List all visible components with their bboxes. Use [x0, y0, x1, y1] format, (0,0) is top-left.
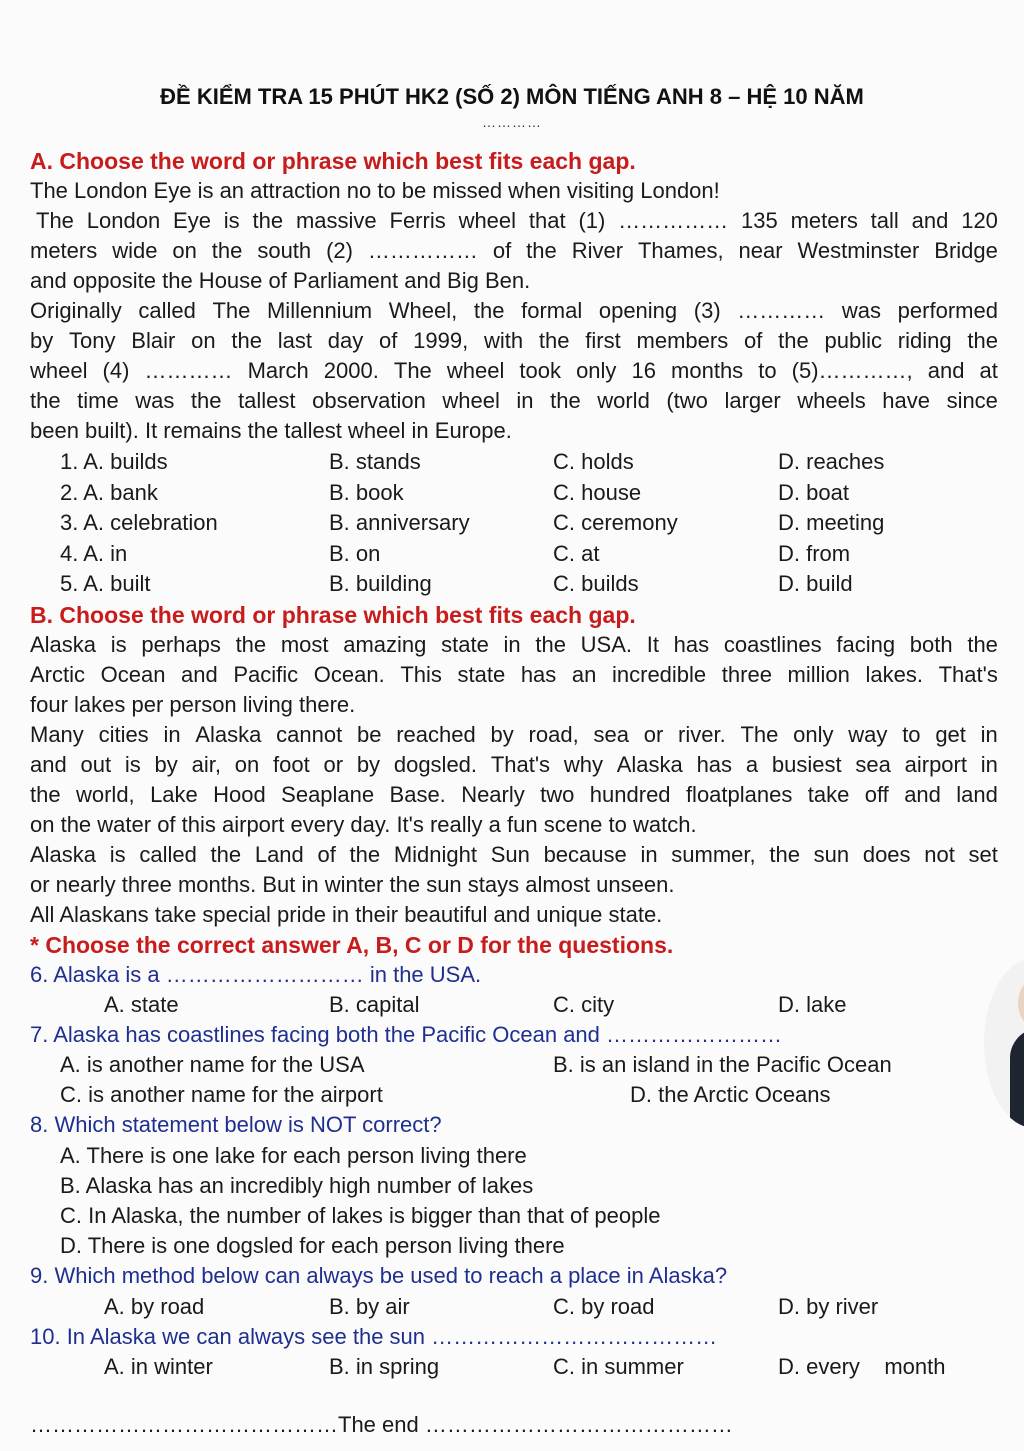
passage-b-word: Alaska [30, 632, 97, 657]
passage-b-word: perhaps [141, 632, 221, 657]
passage-b-word: only [793, 722, 834, 747]
passage-a-word: 135 [741, 208, 778, 233]
passage-a-word: wheel [30, 358, 88, 383]
passage-a-word: have [882, 388, 931, 413]
passage-a-word: was [841, 298, 882, 323]
passage-a-word: the [526, 238, 557, 263]
passage-a-word: tall [870, 208, 899, 233]
passage-b-word: two [540, 782, 575, 807]
passage-a-word: on [191, 328, 216, 353]
passage-b-word: the [967, 632, 998, 657]
passage-a-word: only [576, 358, 617, 383]
passage-b-word: is [110, 632, 127, 657]
passage-b-word: both [909, 632, 953, 657]
passage-b-word: in [503, 632, 521, 657]
passage-a-word: the [252, 208, 284, 233]
passage-b-word: Alaska [616, 752, 683, 777]
question-7: 7. Alaska has coastlines facing both the Pacific Ocean and …………………… [30, 1022, 783, 1047]
passage-b-word: get [935, 722, 966, 747]
passage-b-word: set [968, 842, 998, 867]
passage-b-word: has [673, 632, 710, 657]
passage-b-word: Land [254, 842, 304, 867]
passage-a-word: 1999, [413, 328, 469, 353]
passage-b-word: river. [678, 722, 726, 747]
passage-a-word: Westminster [797, 238, 920, 263]
passage-b-word: called [139, 842, 197, 867]
passage-b-word: most [280, 632, 329, 657]
passage-a-word: the [231, 328, 262, 353]
passage-a-word: the [211, 238, 243, 263]
passage-b-line: on the water of this airport every day. It's really a fun scene to watch. [30, 812, 697, 837]
passage-b-word: of [317, 842, 336, 867]
passage-a-word: wheel [446, 358, 505, 383]
question-10-option-c: C. in summer [553, 1354, 684, 1379]
passage-b-word: Alaska [195, 722, 262, 747]
passage-a-word: called [138, 298, 196, 323]
passage-a-word: and [927, 358, 965, 383]
passage-b-word: the [349, 842, 381, 867]
passage-a-word: to [758, 358, 777, 383]
passage-b-word: has [520, 662, 557, 687]
passage-b-word: has [696, 752, 733, 777]
passage-a-word: Bridge [934, 238, 998, 263]
question-4-option-d: D. from [778, 540, 851, 566]
passage-b-word: cities [98, 722, 149, 747]
question-6-option-d: D. lake [778, 992, 847, 1017]
passage-a-word: in [516, 388, 534, 413]
passage-a-word: by [30, 328, 54, 353]
passage-b-word: facing [836, 632, 896, 657]
passage-a-word: on [172, 238, 197, 263]
passage-b-word: land [956, 782, 998, 807]
question-4-option-c: C. at [553, 540, 600, 566]
passage-b-line [30, 720, 998, 750]
passage-b-word: an [571, 662, 597, 687]
passage-b-word: the [769, 842, 800, 867]
passage-a-word: …………… [618, 208, 729, 233]
passage-b-word: is [109, 842, 126, 867]
passage-b-word: take [807, 782, 850, 807]
question-3-option-d: D. meeting [778, 510, 885, 535]
passage-b-word: state [457, 662, 506, 687]
passage-a-word: Thames, [637, 238, 724, 263]
question-9: 9. Which method below can always be used to reach a place in Alaska? [30, 1263, 728, 1288]
question-6-option-b: B. capital [329, 992, 420, 1017]
passage-b-word: the [210, 842, 242, 867]
passage-b-word: does [862, 842, 911, 867]
passage-b-word: USA. [580, 632, 632, 657]
passage-a-word: The [393, 358, 432, 383]
question-9-option-a: A. by road [104, 1294, 205, 1319]
passage-a-word: Tony [69, 328, 116, 353]
passage-a-word: at [979, 358, 998, 383]
passage-a-line [30, 386, 998, 416]
question-8-option-c: C. In Alaska, the number of lakes is bigger than that of people [60, 1203, 661, 1228]
passage-b-word: why [563, 752, 603, 777]
passage-a-word: of [744, 328, 763, 353]
passage-b-word: sea [593, 722, 629, 747]
question-7-option-c: C. is another name for the airport [60, 1082, 383, 1107]
passage-a-word: (5)…………, [791, 358, 913, 383]
passage-a-word: the [778, 328, 809, 353]
passage-a-word: massive [295, 208, 377, 233]
passage-b-word: by [154, 752, 178, 777]
passage-b-word: It [646, 632, 659, 657]
passage-a-word: Eye [173, 208, 211, 233]
passage-a-word: (4) [102, 358, 130, 383]
passage-a-word: the [967, 328, 998, 353]
question-10-option-b: B. in spring [329, 1354, 440, 1379]
passage-b-line [30, 840, 998, 870]
passage-b-word: That's [490, 752, 551, 777]
passage-a-word: the [538, 328, 570, 353]
passage-b-word: reached [396, 722, 476, 747]
question-2-option-d: D. boat [778, 479, 849, 505]
passage-a-word: that [528, 208, 566, 233]
passage-b-word: Hood [213, 782, 266, 807]
page-title: ĐỀ KIỂM TRA 15 PHÚT HK2 (SỐ 2) MÔN TIẾNG ANH 8 – HỆ 10 NĂM [160, 84, 864, 109]
passage-a-word: Blair [131, 328, 176, 353]
question-1-option-c: C. holds [553, 449, 634, 474]
passage-b-word: busiest [771, 752, 842, 777]
passage-a-word: last [277, 328, 312, 353]
passage-b-word: Lake [150, 782, 198, 807]
passage-a-word: public [824, 328, 882, 353]
passage-b-word: sea [855, 752, 891, 777]
question-8: 8. Which statement below is NOT correct? [30, 1112, 442, 1137]
question-2-option-c: C. house [553, 479, 642, 505]
passage-b-word: and [181, 662, 218, 687]
passage-a-word: the [30, 388, 61, 413]
question-5-option-c: C. builds [553, 571, 639, 596]
passage-a-word: observation [312, 388, 426, 413]
passage-b-line [30, 780, 998, 810]
question-5-option-b: B. building [329, 571, 432, 596]
passage-b-word: not [924, 842, 955, 867]
teacher-photo-fragment [984, 958, 1024, 1128]
passage-a-word: since [946, 388, 998, 413]
passage-a-word: wheels [797, 388, 866, 413]
passage-b-word: road, [528, 722, 579, 747]
question-8-option-b: B. Alaska has an incredibly high number of lakes [60, 1173, 534, 1198]
passage-a-word: of [379, 328, 398, 353]
passage-b-word: in [163, 722, 181, 747]
passage-a-line [30, 356, 998, 386]
passage-b-word: or [323, 752, 344, 777]
passage-b-word: to [902, 722, 921, 747]
passage-b-word: Nearly [461, 782, 525, 807]
passage-a-word: Originally [30, 298, 122, 323]
passage-b-word: three [721, 662, 772, 687]
question-10-option-d: D. every month [778, 1354, 946, 1379]
passage-b-word: Pacific [233, 662, 299, 687]
passage-a-word: River [571, 238, 624, 263]
passage-a-word: (2) [326, 238, 353, 263]
passage-b-word: way [848, 722, 888, 747]
passage-a-word: March [247, 358, 309, 383]
passage-b-word: the [30, 782, 61, 807]
question-2-option-a: 2. A. bank [60, 479, 158, 505]
passage-a-word: ………… [737, 298, 826, 323]
question-8-option-a: A. There is one lake for each person living there [60, 1143, 527, 1168]
passage-a-word: ………… [144, 358, 233, 383]
passage-b-word: amazing [343, 632, 427, 657]
question-10: 10. In Alaska we can always see the sun ………………………………… [30, 1324, 718, 1349]
passage-b-word: off [864, 782, 889, 807]
passage-a-word: world [597, 388, 650, 413]
passage-a-word: London [86, 208, 161, 233]
question-4-option-a: 4. A. in [60, 540, 128, 566]
passage-b-word: air, [191, 752, 221, 777]
passage-a-word: took [519, 358, 561, 383]
question-1-option-a: 1. A. builds [60, 449, 168, 474]
question-3-option-b: B. anniversary [329, 510, 470, 535]
passage-b-word: or [643, 722, 664, 747]
passage-a-word: members [636, 328, 729, 353]
passage-b-word: out [80, 752, 112, 777]
question-7-option-d: D. the Arctic Oceans [630, 1082, 831, 1107]
passage-b-line: or nearly three months. But in winter the sun stays almost unseen. [30, 872, 675, 897]
passage-b-word: summer, [671, 842, 756, 867]
passage-a-line: and opposite the House of Parliament and Big Ben. [30, 268, 531, 293]
question-6: 6. Alaska is a ……………………… in the USA. [30, 962, 482, 987]
passage-a-word: larger [724, 388, 781, 413]
passage-b-word: dogsled. [393, 752, 478, 777]
passage-a-word: wide [112, 238, 158, 263]
passage-b-word: This [400, 662, 442, 687]
passage-b-word: the [535, 632, 566, 657]
passage-a-word: meters [30, 238, 98, 263]
passage-b-word: lakes. [865, 662, 923, 687]
passage-b-word: coastlines [723, 632, 822, 657]
passage-a-word: meters [790, 208, 858, 233]
passage-b-word: in [980, 722, 998, 747]
passage-b-word: Seaplane [281, 782, 375, 807]
passage-b-word: in [980, 752, 998, 777]
passage-b-word: Ocean. [313, 662, 385, 687]
passage-a-word: (two [666, 388, 708, 413]
question-1-option-b: B. stands [329, 449, 421, 474]
passage-a-word: the [190, 388, 222, 413]
passage-b-word: state [441, 632, 489, 657]
passage-a-line [30, 236, 998, 266]
passage-b-word: Many [30, 722, 84, 747]
passage-b-word: by [490, 722, 514, 747]
passage-b-word: sun [813, 842, 850, 867]
instruction: * Choose the correct answer A, B, C or D for the questions. [30, 932, 674, 958]
passage-b-line [30, 750, 998, 780]
passage-a-word: of [492, 238, 512, 263]
question-4-option-b: B. on [329, 540, 381, 566]
passage-a-word: south [257, 238, 312, 263]
passage-b-word: incredible [612, 662, 707, 687]
passage-b-word: foot [272, 752, 310, 777]
question-5-option-a: 5. A. built [60, 571, 151, 596]
title-dots: ………… [482, 114, 542, 130]
question-7-option-a: A. is another name for the USA [60, 1052, 365, 1077]
passage-a-word: 120 [961, 208, 998, 233]
passage-a-word: the [550, 388, 581, 413]
section-b-heading: B. Choose the word or phrase which best fits each gap. [30, 602, 636, 628]
passage-a-word: the [473, 298, 505, 323]
passage-a-word: time [77, 388, 119, 413]
passage-b-line [30, 630, 998, 660]
section-a-heading: A. Choose the word or phrase which best fits each gap. [30, 148, 636, 174]
passage-b-word: Ocean [100, 662, 166, 687]
passage-a-word: Wheel, [388, 298, 458, 323]
question-7-option-b: B. is an island in the Pacific Ocean [553, 1052, 892, 1077]
passage-a-word: Millennium [266, 298, 373, 323]
passage-a-word: first [585, 328, 621, 353]
passage-b-word: is [124, 752, 141, 777]
question-9-option-d: D. by river [778, 1294, 879, 1319]
passage-b-word: because [543, 842, 627, 867]
question-9-option-c: C. by road [553, 1294, 655, 1319]
passage-a-word: wheel [458, 208, 517, 233]
passage-b-line [30, 660, 998, 690]
passage-b-word: hundred [589, 782, 671, 807]
passage-b-word: Midnight [393, 842, 477, 867]
passage-b-word: cannot [276, 722, 343, 747]
passage-b-word: in [640, 842, 658, 867]
passage-a-word: riding [897, 328, 952, 353]
passage-a-word: opening [598, 298, 678, 323]
passage-b-word: airport [904, 752, 967, 777]
passage-b-word: Base. [389, 782, 446, 807]
passage-b-word: world, [75, 782, 135, 807]
passage-a-word: (3) [693, 298, 721, 323]
passage-b-word: That's [938, 662, 998, 687]
passage-b-word: Sun [490, 842, 530, 867]
passage-b-word: the [235, 632, 267, 657]
passage-b-line: All Alaskans take special pride in their beautiful and unique state. [30, 902, 663, 927]
passage-a-word: formal [521, 298, 583, 323]
passage-b-word: on [234, 752, 260, 777]
passage-a-word: …………… [367, 238, 478, 263]
passage-b-word: be [356, 722, 382, 747]
passage-a-word: The [212, 298, 251, 323]
passage-a-word: wheel [442, 388, 500, 413]
passage-a-word: Ferris [389, 208, 446, 233]
question-1-option-d: D. reaches [778, 449, 885, 474]
question-3-option-c: C. ceremony [553, 510, 678, 535]
passage-a-word: day [327, 328, 364, 353]
passage-a-word: 2000. [323, 358, 379, 383]
question-2-option-b: B. book [329, 479, 404, 505]
question-6-option-c: C. city [553, 992, 615, 1017]
passage-a-line [30, 326, 998, 356]
passage-a-word: months [671, 358, 744, 383]
passage-a-line [30, 296, 998, 326]
passage-b-line: four lakes per person living there. [30, 692, 356, 717]
question-3-option-a: 3. A. celebration [60, 510, 218, 535]
passage-b-word: and [30, 752, 67, 777]
passage-a-word: with [484, 328, 524, 353]
passage-b-word: floatplanes [685, 782, 793, 807]
passage-a-word: 16 [631, 358, 656, 383]
passage-a-word: was [135, 388, 175, 413]
passage-b-word: The [740, 722, 779, 747]
passage-a-word: (1) [578, 208, 606, 233]
passage-a-word: and [911, 208, 949, 233]
passage-a-line: been built). It remains the tallest wheel in Europe. [30, 418, 512, 443]
question-6-option-a: A. state [104, 992, 179, 1017]
passage-a-word: performed [897, 298, 998, 323]
passage-b-word: Arctic [30, 662, 85, 687]
the-end: ……………………………………The end …………………………………… [30, 1412, 733, 1437]
passage-a-word: tallest [238, 388, 296, 413]
passage-b-word: million [787, 662, 850, 687]
passage-a-word: The [36, 208, 74, 233]
question-10-option-a: A. in winter [104, 1354, 213, 1379]
passage-b-word: by [356, 752, 381, 777]
question-8-option-d: D. There is one dogsled for each person living there [60, 1233, 565, 1258]
passage-b-word: a [745, 752, 759, 777]
passage-a-word: near [738, 238, 783, 263]
passage-a-word: is [223, 208, 240, 233]
passage-b-word: Alaska [30, 842, 97, 867]
question-9-option-b: B. by air [329, 1294, 410, 1319]
question-5-option-d: D. build [778, 571, 853, 596]
passage-b-word: and [904, 782, 941, 807]
passage-a-line [36, 206, 998, 236]
passage-a-line: The London Eye is an attraction no to be missed when visiting London! [30, 178, 720, 203]
